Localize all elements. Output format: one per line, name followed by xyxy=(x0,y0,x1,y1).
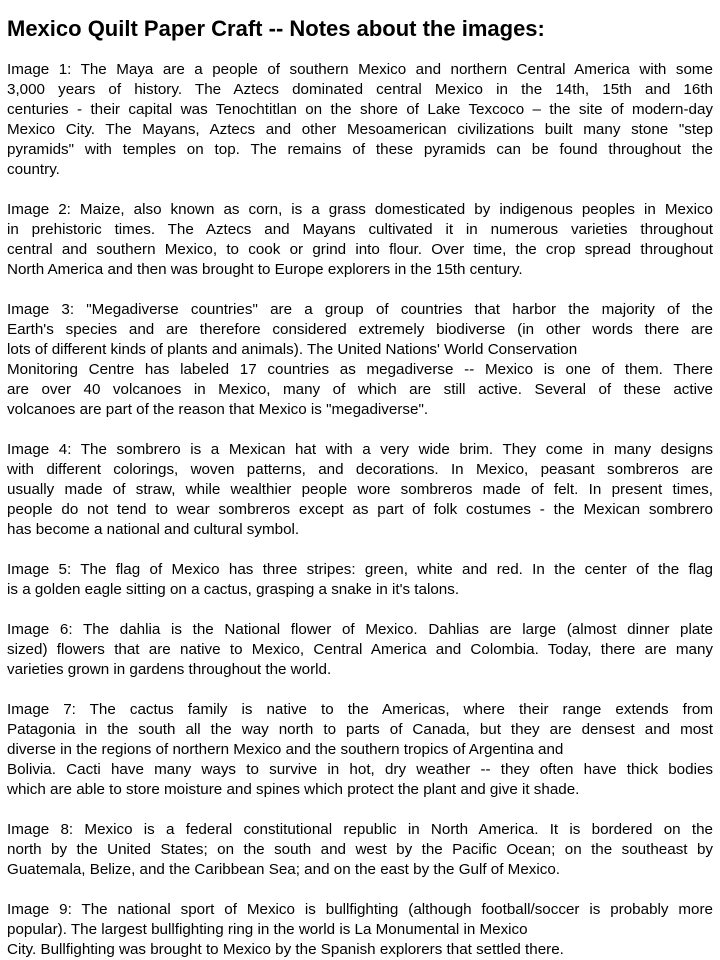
note-line: pyramids" with temples on top. The remains of these pyramids can be found throughout the xyxy=(7,141,713,158)
note-line: Earth's species and are therefore considered extremely biodiverse (in other words there are xyxy=(7,321,713,338)
note-line: which are able to store moisture and spines which protect the plant and give it shade. xyxy=(7,781,580,798)
note-line: lots of different kinds of plants and animals). The United Nations' World Conservation xyxy=(7,341,578,358)
note-line: Image 9: The national sport of Mexico is bullfighting (although football/soccer is probably more xyxy=(7,901,713,918)
note-line: Bolivia. Cacti have many ways to survive in hot, dry weather -- they often have thick bodies xyxy=(7,761,713,778)
note-line: has become a national and cultural symbol. xyxy=(7,521,300,538)
note-line: Monitoring Centre has labeled 17 countries as megadiverse -- Mexico is one of them. There xyxy=(7,361,713,378)
note-line: popular). The largest bullfighting ring in the world is La Monumental in Mexico xyxy=(7,921,528,938)
note-line: Image 7: The cactus family is native to the Americas, where their range extends from xyxy=(7,701,713,718)
note-line: with different colorings, woven patterns, and decorations. In Mexico, peasant sombreros are xyxy=(7,461,713,478)
note-line: centuries - their capital was Tenochtitlan on the shore of Lake Texcoco – the site of modern-day xyxy=(7,101,713,118)
note-line: Patagonia in the south all the way north to parts of Canada, but they are densest and most xyxy=(7,721,713,738)
note-line: people do not tend to wear sombreros except as part of folk costumes - the Mexican sombrero xyxy=(7,501,713,518)
note-image-9 xyxy=(7,900,713,960)
note-line: volcanoes are part of the reason that Mexico is "megadiverse". xyxy=(7,401,429,418)
note-line: usually made of straw, while wealthier people wore sombreros made of felt. In present times, xyxy=(7,481,713,498)
note-line: Image 1: The Maya are a people of southern Mexico and northern Central America with some xyxy=(7,61,713,78)
note-line: City. Bullfighting was brought to Mexico by the Spanish explorers that settled there. xyxy=(7,941,564,958)
note-line: is a golden eagle sitting on a cactus, grasping a snake in it's talons. xyxy=(7,581,460,598)
note-line: Image 2: Maize, also known as corn, is a grass domesticated by indigenous peoples in Mexico xyxy=(7,201,713,218)
note-line: Image 8: Mexico is a federal constitutional republic in North America. It is bordered on the xyxy=(7,821,713,838)
note-image-1 xyxy=(7,60,713,180)
page-title: Mexico Quilt Paper Craft -- Notes about the images: xyxy=(7,16,545,41)
note-image-8 xyxy=(7,820,713,880)
note-image-2 xyxy=(7,200,713,280)
note-line: North America and then was brought to Europe explorers in the 15th century. xyxy=(7,261,523,278)
note-line: Image 4: The sombrero is a Mexican hat with a very wide brim. They come in many designs xyxy=(7,441,713,458)
note-image-3 xyxy=(7,300,713,420)
note-line: diverse in the regions of northern Mexico and the southern tropics of Argentina and xyxy=(7,741,564,758)
note-line: north by the United States; on the south and west by the Pacific Ocean; on the southeast by xyxy=(7,841,713,858)
note-line: Image 5: The flag of Mexico has three stripes: green, white and red. In the center of the flag xyxy=(7,561,713,578)
note-line: Image 6: The dahlia is the National flower of Mexico. Dahlias are large (almost dinner plate xyxy=(7,621,713,638)
note-line: are over 40 volcanoes in Mexico, many of which are still active. Several of these active xyxy=(7,381,713,398)
note-line: sized) flowers that are native to Mexico, Central America and Colombia. Today, there are many xyxy=(7,641,713,658)
note-image-4 xyxy=(7,440,713,540)
note-line: central and southern Mexico, to cook or grind into flour. Over time, the crop spread throughout xyxy=(7,241,713,258)
note-line: varieties grown in gardens throughout the world. xyxy=(7,661,332,678)
note-line: country. xyxy=(7,161,60,178)
note-image-5 xyxy=(7,560,713,600)
note-line: Guatemala, Belize, and the Caribbean Sea; and on the east by the Gulf of Mexico. xyxy=(7,861,560,878)
notes-page xyxy=(7,0,713,958)
note-line: Image 3: "Megadiverse countries" are a group of countries that harbor the majority of the xyxy=(7,301,713,318)
note-line: in prehistoric times. The Aztecs and Mayans cultivated it in numerous varieties throughout xyxy=(7,221,713,238)
note-line: 3,000 years of history. The Aztecs dominated central Mexico in the 14th, 15th and 16th xyxy=(7,81,713,98)
note-line: Mexico City. The Mayans, Aztecs and other Mesoamerican civilizations built many stone "step xyxy=(7,121,713,138)
note-image-6 xyxy=(7,620,713,680)
note-image-7 xyxy=(7,700,713,800)
